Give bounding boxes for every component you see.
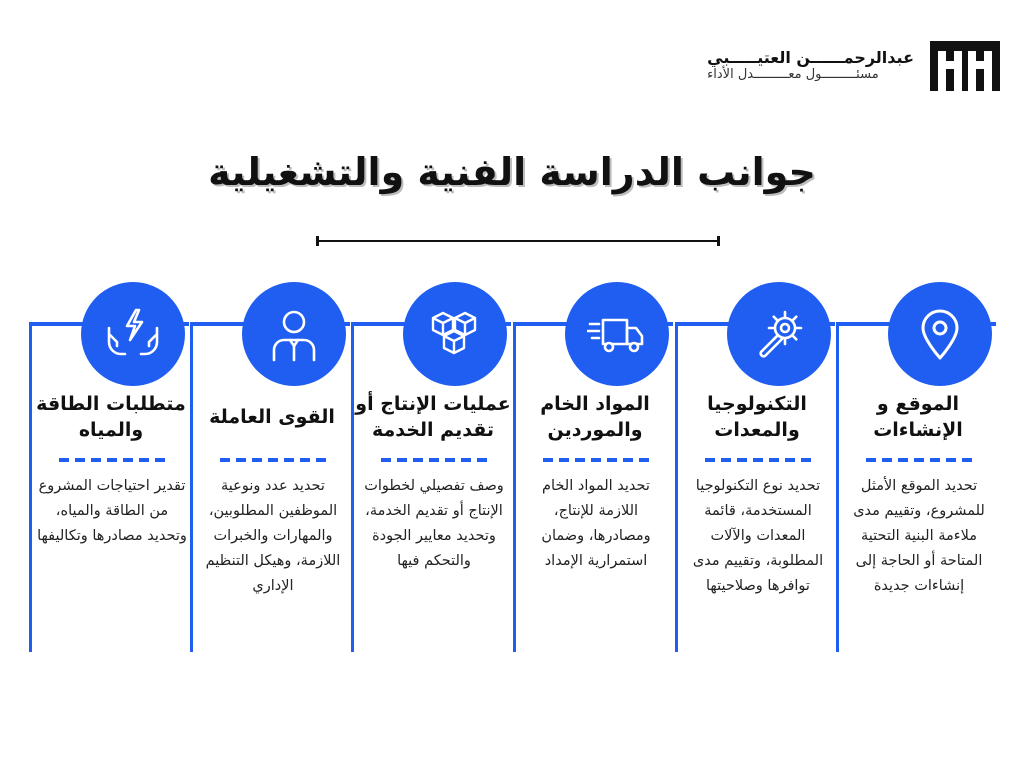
dash-divider <box>705 458 813 462</box>
card-title: متطلبات الطاقة والمياه <box>36 393 186 441</box>
card-description: تحديد الموقع الأمثل للمشروع، وتقييم مدى ملاءمة البنية التحتية المتاحة أو الحاجة إلى إنشاءات جديدة <box>853 478 985 594</box>
card-location <box>836 322 996 652</box>
card-description: تحديد المواد الخام اللازمة للإنتاج، ومصادرها، وضمان استمرارية الإمداد <box>541 478 651 569</box>
brand-text <box>707 49 914 82</box>
dash-divider <box>59 458 167 462</box>
card-title: الموقع و الإنشاءات <box>873 393 963 441</box>
dash-divider <box>220 458 328 462</box>
card-description: وصف تفصيلي لخطوات الإنتاج أو تقديم الخدمة، وتحديد معايير الجودة والتحكم فيها <box>364 478 504 569</box>
gear-wrench-icon <box>749 304 809 364</box>
card-technology <box>675 322 835 652</box>
card-title: عمليات الإنتاج أو تقديم الخدمة <box>355 393 511 441</box>
card-raw-materials <box>513 322 673 652</box>
card-production <box>351 322 511 652</box>
dash-divider <box>543 458 651 462</box>
dash-divider <box>866 458 974 462</box>
card-title: التكنولوجيا والمعدات <box>707 393 807 441</box>
icon-circle <box>727 282 831 386</box>
boxes-icon <box>425 304 485 364</box>
card-energy-water <box>29 322 189 652</box>
brand-logo-icon <box>930 41 1000 91</box>
card-description: تحديد عدد ونوعية الموظفين المطلوبين، والمهارات والخبرات اللازمة، وهيكل التنظيم الإداري <box>205 478 341 594</box>
card-workforce <box>190 322 350 652</box>
icon-circle <box>565 282 669 386</box>
icon-circle <box>403 282 507 386</box>
employee-icon <box>264 304 324 364</box>
card-description: تقدير احتياجات المشروع من الطاقة والمياه، وتحديد مصادرها وتكاليفها <box>37 478 187 544</box>
dash-divider <box>381 458 489 462</box>
icon-circle <box>81 282 185 386</box>
icon-circle <box>888 282 992 386</box>
icon-circle <box>242 282 346 386</box>
card-description: تحديد نوع التكنولوجيا المستخدمة، قائمة المعدات والآلات المطلوبة، وتقييم مدى توافرها وصلاحيتها <box>692 478 824 594</box>
delivery-truck-icon <box>587 304 647 364</box>
brand-name: عبدالرحمــــــن العتيـــــبي <box>707 48 914 68</box>
brand-role: مسئـــــــــول معـــــــــدل الأداء <box>707 66 879 82</box>
brand-header <box>707 40 1000 92</box>
energy-hands-icon <box>103 304 163 364</box>
card-title: المواد الخام والموردين <box>540 393 650 441</box>
location-pin-icon <box>910 304 970 364</box>
page-title: جوانب الدراسة الفنية والتشغيلية <box>208 150 816 194</box>
title-divider <box>316 236 720 246</box>
card-title: القوى العاملة <box>209 406 335 429</box>
